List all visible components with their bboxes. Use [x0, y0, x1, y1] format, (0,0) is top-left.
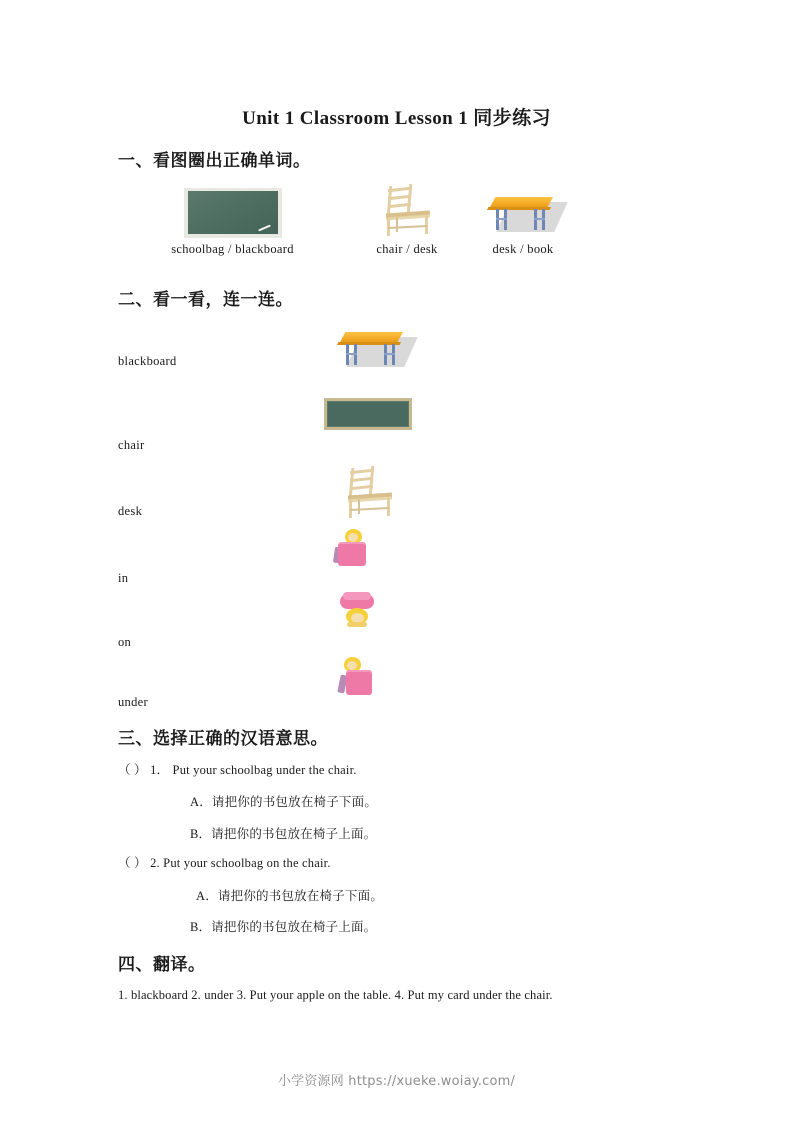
section-1-caption-3[interactable]: desk / book [492, 242, 554, 256]
question-1-bracket[interactable]: （ ） [118, 763, 147, 777]
match-picture-blackboard-icon[interactable] [324, 398, 412, 430]
desk-icon [448, 180, 598, 238]
match-picture-chair-icon[interactable] [340, 466, 398, 520]
match-picture-bag-in-icon[interactable] [330, 528, 376, 576]
match-word-under[interactable]: under [118, 695, 148, 709]
question-1-number: 1． [150, 763, 170, 777]
question-2-option-a[interactable]: A．请把你的书包放在椅子下面。 [196, 889, 384, 903]
section-1-item-1 [140, 180, 325, 257]
question-1 [118, 760, 357, 778]
section-2-matching-area [0, 320, 793, 720]
question-2 [118, 853, 331, 871]
match-picture-bag-on-icon[interactable] [334, 592, 380, 640]
match-word-desk[interactable]: desk [118, 504, 143, 518]
question-1-option-a[interactable]: A．请把你的书包放在椅子下面。 [190, 795, 378, 809]
match-word-chair[interactable]: chair [118, 438, 145, 452]
section-4-heading: 四、翻译。 [118, 955, 206, 974]
match-word-in[interactable]: in [118, 571, 129, 585]
section-1-caption-1[interactable]: schoolbag / blackboard [171, 242, 294, 256]
question-1-option-b[interactable]: B．请把你的书包放在椅子上面。 [190, 827, 377, 841]
match-picture-bag-under-icon[interactable] [332, 655, 378, 703]
question-2-number: 2. [150, 856, 160, 870]
question-1-stem: Put your schoolbag under the chair. [172, 763, 357, 777]
match-word-blackboard[interactable]: blackboard [118, 354, 177, 368]
question-2-stem: Put your schoolbag on the chair. [163, 856, 331, 870]
section-4-translate-line: 1. blackboard 2. under 3. Put your apple on the table. 4. Put my card under the chair. [118, 988, 553, 1002]
footer-watermark: 小学资源网 https://xueke.woiay.com/ [277, 1074, 516, 1089]
question-2-option-b[interactable]: B．请把你的书包放在椅子上面。 [190, 920, 377, 934]
section-1-heading: 一、看图圈出正确单词。 [118, 151, 311, 170]
section-2-heading: 二、看一看，连一连。 [118, 290, 293, 309]
section-3-heading: 三、选择正确的汉语意思。 [118, 729, 328, 748]
blackboard-photo-icon [140, 180, 325, 238]
match-picture-desk-icon[interactable] [337, 323, 409, 373]
section-1-picture-row [118, 180, 678, 265]
question-2-bracket[interactable]: （ ） [118, 856, 147, 870]
page-title: Unit 1 Classroom Lesson 1 同步练习 [242, 108, 551, 129]
section-1-item-3 [448, 180, 598, 257]
match-word-on[interactable]: on [118, 635, 132, 649]
section-1-caption-2[interactable]: chair / desk [376, 242, 438, 256]
